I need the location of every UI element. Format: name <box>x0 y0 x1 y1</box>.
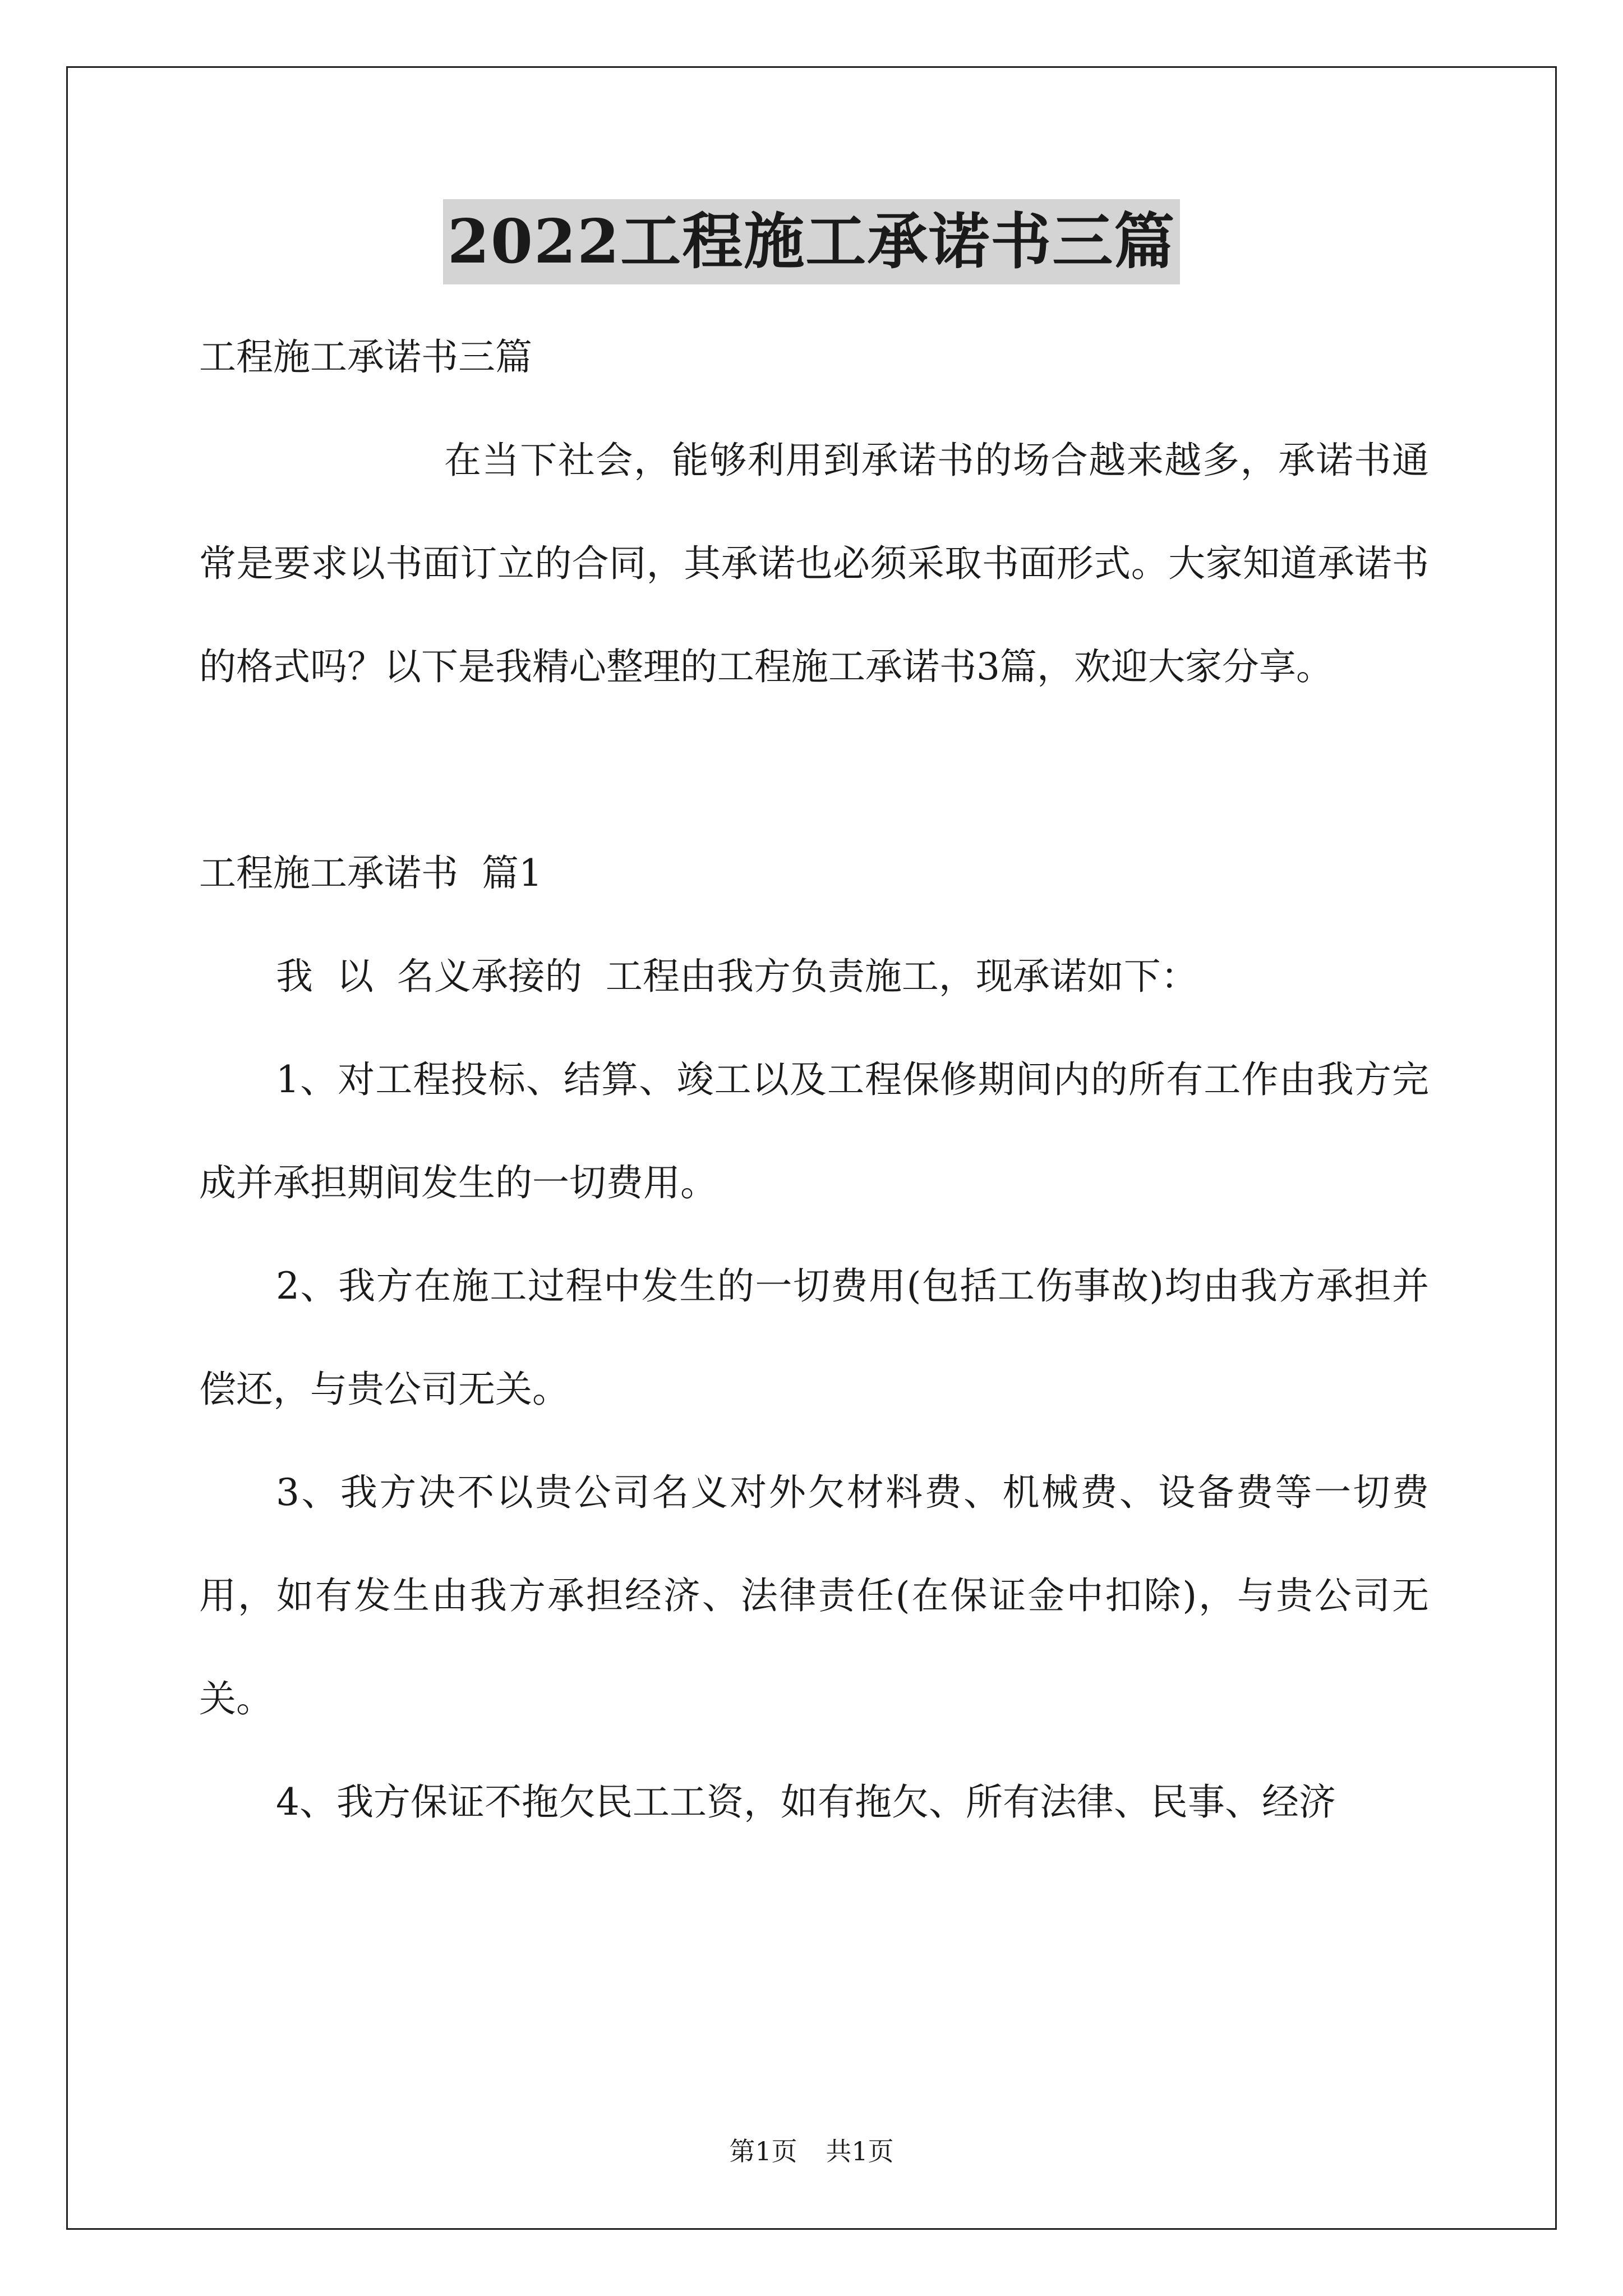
title-container <box>0 199 1623 284</box>
document-body <box>199 306 1429 1854</box>
body-paragraph: 我 以 名义承接的 工程由我方负责施工，现承诺如下： <box>276 955 1198 998</box>
body-paragraph: 2、我方在施工过程中发生的一切费用(包括工伤事故)均由我方承担并偿还，与贵公司无关。 <box>199 1264 1429 1411</box>
intro-paragraph: 在当下社会，能够利用到承诺书的场合越来越多，承诺书通常是要求以书面订立的合同，其承诺也必须采取书面形式。大家知道承诺书的格式吗？以下是我精心整理的工程施工承诺书3篇，欢迎大家分享。 <box>199 439 1429 688</box>
document-title: 2022工程施工承诺书三篇 <box>443 199 1181 284</box>
body-paragraph: 4、我方保证不拖欠民工工资，如有拖欠、所有法律、民事、经济 <box>276 1780 1336 1824</box>
document-subtitle: 工程施工承诺书三篇 <box>199 335 532 379</box>
section-heading: 工程施工承诺书 篇1 <box>199 852 542 895</box>
body-paragraph: 3、我方决不以贵公司名义对外欠材料费、机械费、设备费等一切费用，如有发生由我方承担经济、法律责任(在保证金中扣除)，与贵公司无关。 <box>199 1471 1429 1720</box>
page-footer <box>0 2134 1623 2168</box>
page-number: 第1页 <box>729 2136 797 2166</box>
body-paragraph: 1、对工程投标、结算、竣工以及工程保修期间内的所有工作由我方完成并承担期间发生的一切费用。 <box>199 1058 1429 1204</box>
page-total: 共1页 <box>826 2136 894 2166</box>
section-gap <box>199 719 1429 822</box>
